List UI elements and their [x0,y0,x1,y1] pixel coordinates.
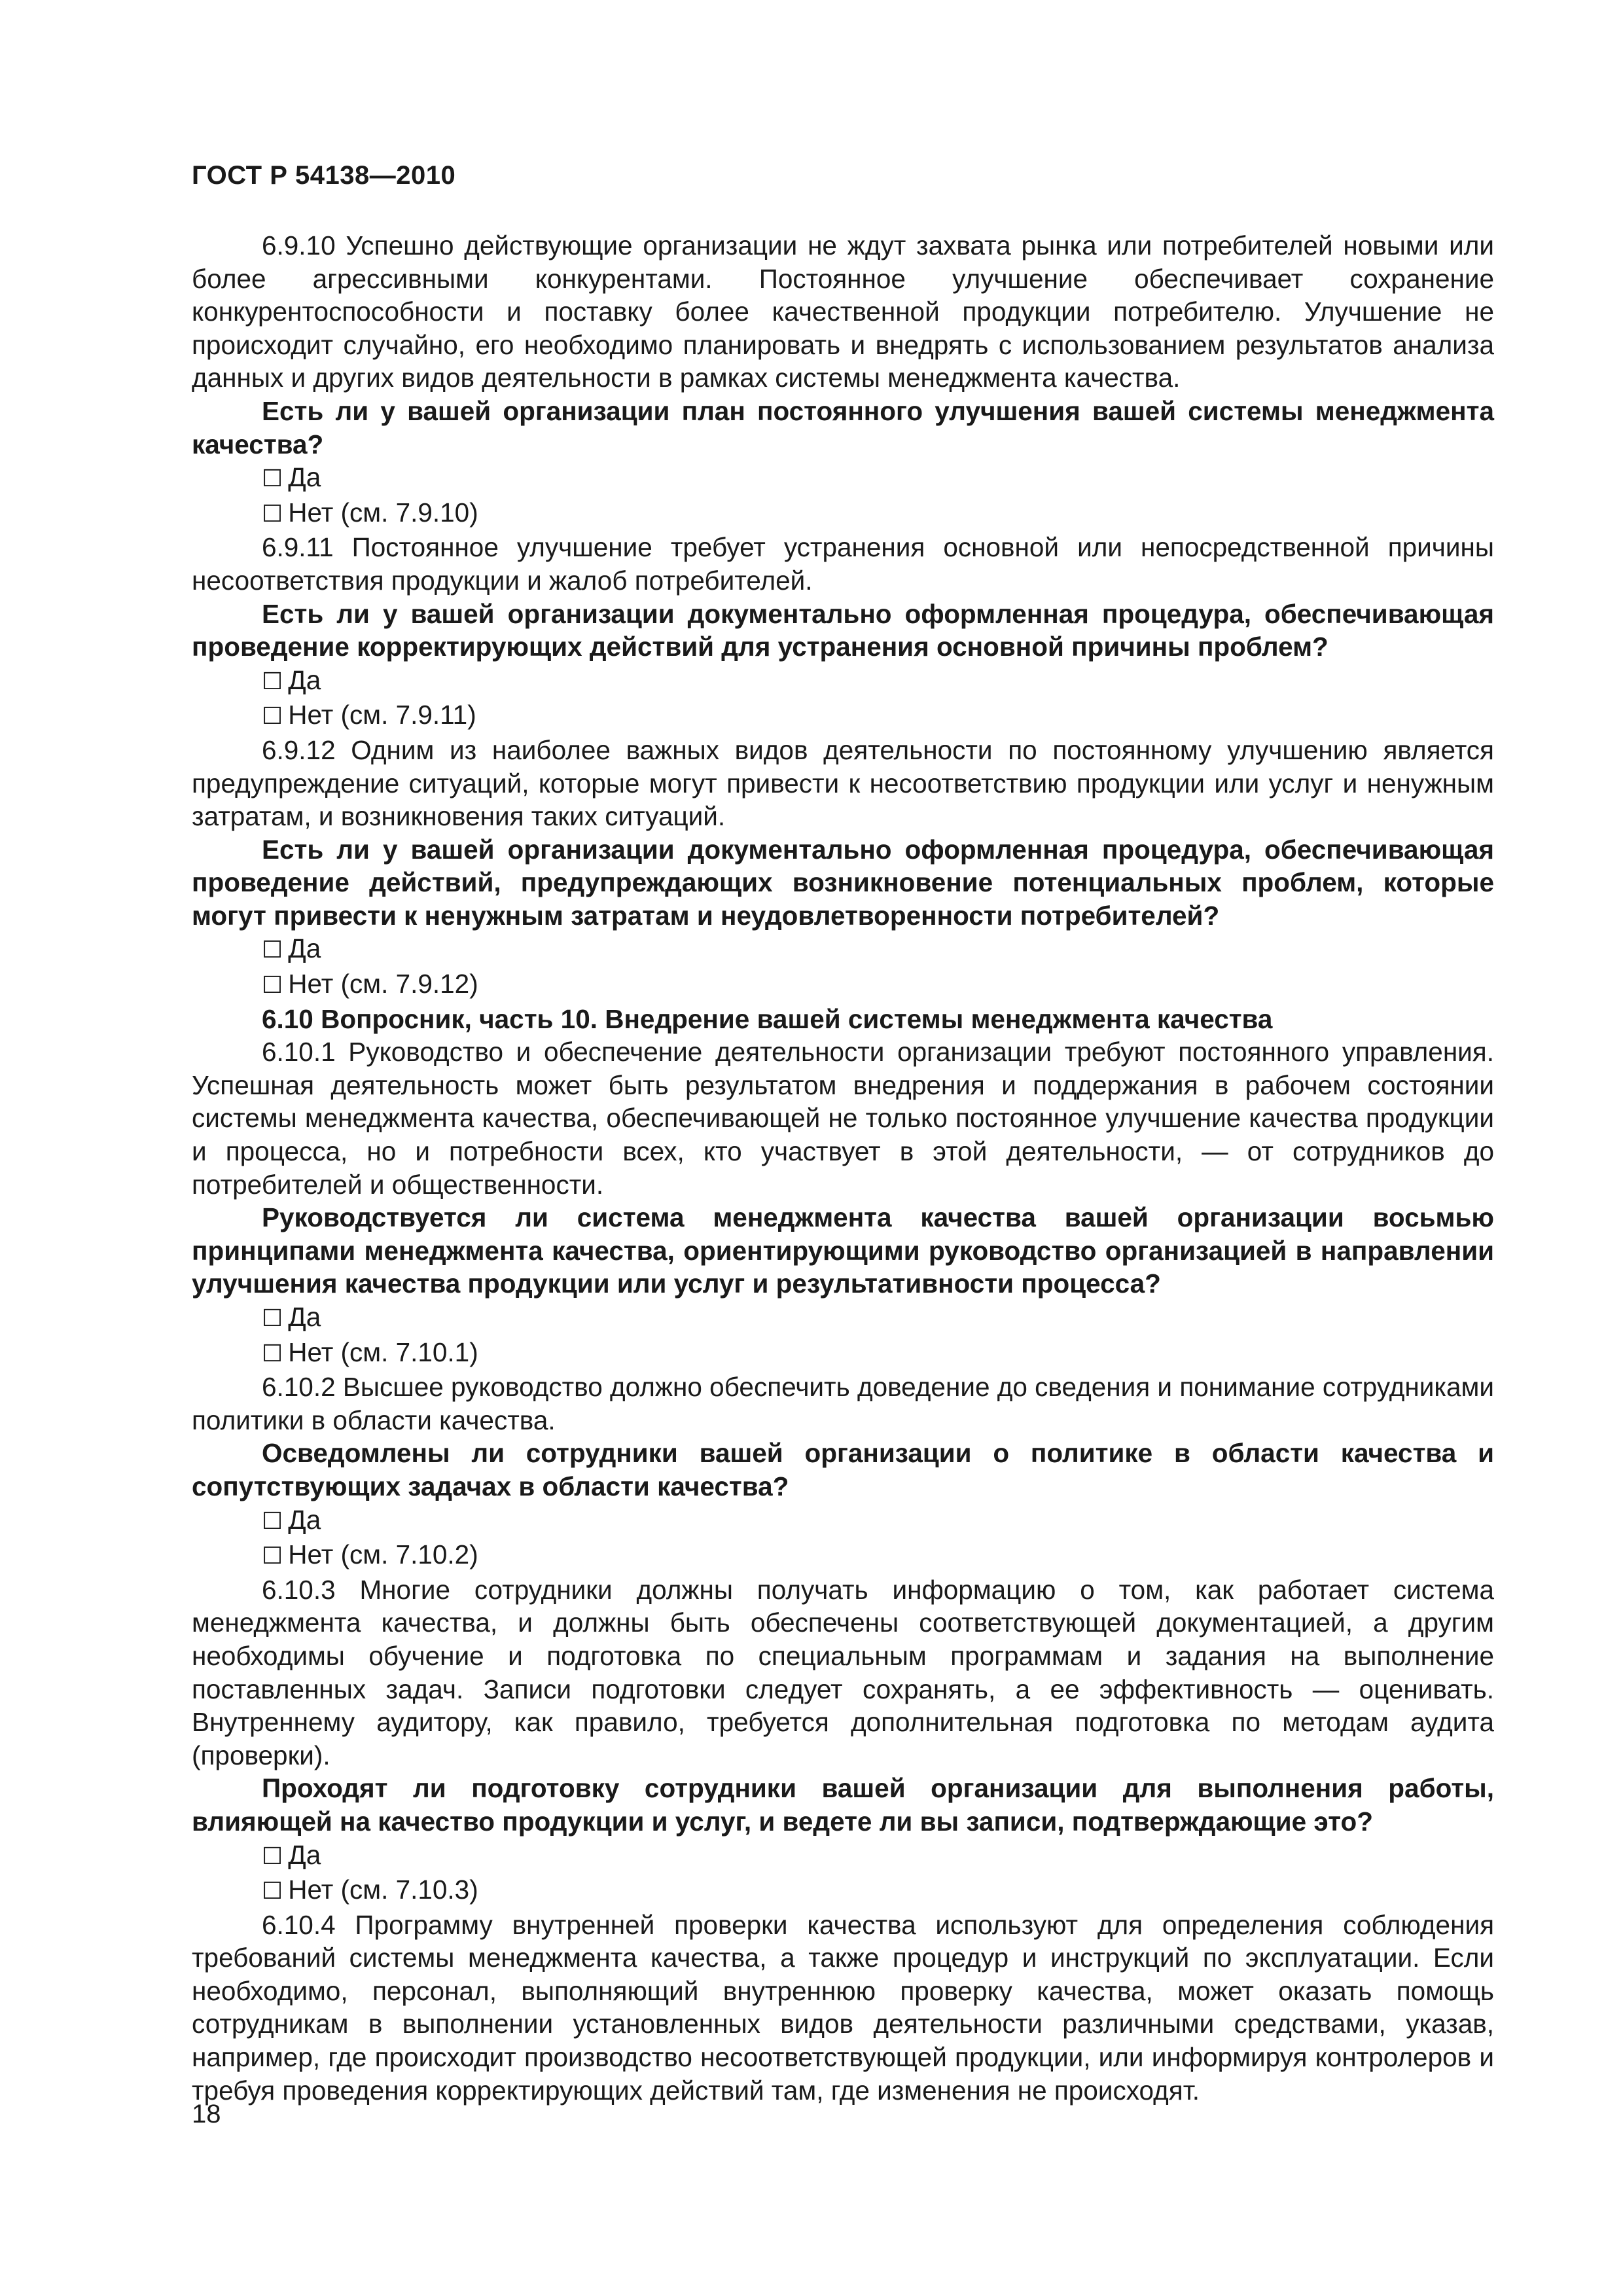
option-label: Да [288,933,321,964]
checkbox-icon[interactable]: ☐ [262,1340,283,1367]
page-number: 18 [192,2100,221,2128]
option-label: Да [288,462,321,493]
option-yes-6-9-11[interactable] [192,664,1494,699]
paragraph-6-10-3: 6.10.3 Многие сотрудники должны получать информацию о том, как работает система менеджмента качества, и должны быть обеспечены соответствующей документацией, а другим необходимы обучение и подготовка по специальным программам и задания на выполнение поставленных задач. Записи подготовки следует сохранять, а ее эффективность — оценивать. Внутреннему аудитору, как правило, требуется дополнительная подготовка по методам аудита (проверки). [192,1574,1494,1770]
option-no-6-9-11[interactable] [192,698,1494,734]
paragraph-6-9-11: 6.9.11 Постоянное улучшение требует устранения основной или непосредственной причины несоответствия продукции и жалоб потребителей. [192,532,1494,596]
question-6-10-3: Проходят ли подготовку сотрудники вашей организации для выполнения работы, влияющей на качество продукции и услуг, и ведете ли вы записи, подтверждающие это? [192,1773,1494,1837]
option-no-6-9-12[interactable] [192,967,1494,1003]
checkbox-icon[interactable]: ☐ [262,465,283,493]
option-label: Нет (см. 7.10.2) [288,1539,478,1570]
question-6-10-1: Руководствуется ли система менеджмента качества вашей организации восьмью принципами менеджмента качества, ориентирующими руководство организацией в направлении улучшения качества продукции или услуг и результативности процесса? [192,1202,1494,1299]
option-label: Нет (см. 7.9.11) [288,700,476,730]
section-heading-6-10: 6.10 Вопросник, часть 10. Внедрение вашей системы менеджмента качества [262,1003,1273,1034]
option-no-6-10-2[interactable] [192,1538,1494,1573]
option-yes-6-10-1[interactable] [192,1300,1494,1336]
option-label: Да [288,664,321,695]
document-body [192,229,1494,2107]
document-id: ГОСТ Р 54138—2010 [192,161,456,190]
option-label: Нет (см. 7.9.10) [288,497,478,528]
question-6-9-12: Есть ли у вашей организации документально оформленная процедура, обеспечивающая проведение действий, предупреждающих возникновение потенциальных проблем, которые могут привести к ненужным затратам и неудовлетворенности потребителей? [192,834,1494,931]
option-no-6-9-10[interactable] [192,496,1494,531]
checkbox-icon[interactable]: ☐ [262,1305,283,1332]
option-yes-6-10-3[interactable] [192,1839,1494,1874]
option-label: Да [288,1504,321,1535]
option-label: Нет (см. 7.10.1) [288,1336,478,1367]
checkbox-icon[interactable]: ☐ [262,1507,283,1535]
paragraph-6-10-4: 6.10.4 Программу внутренней проверки качества используют для определения соблюдения требований системы менеджмента качества, а также процедур и инструкций по эксплуатации. Если необходимо, персонал, выполняющий внутреннюю проверку качества, может оказать помощь сотрудникам в выполнении установленных видов деятельности различными средствами, указав, например, где происходит производство несоответствующей продукции, или информируя контролеров и требуя проведения корректирующих действий там, где изменения не происходят. [192,1909,1494,2106]
checkbox-icon[interactable]: ☐ [262,1543,283,1570]
option-label: Нет (см. 7.10.3) [288,1874,478,1905]
checkbox-icon[interactable]: ☐ [262,500,283,528]
paragraph-6-9-10: 6.9.10 Успешно действующие организации не ждут захвата рынка или потребителей новыми или более агрессивными конкурентами. Постоянное улучшение обеспечивает сохранение конкурентоспособности и поставку более качественной продукции потребителю. Улучшение не происходит случайно, его необходимо планировать и внедрять с использованием результатов анализа данных и других видов деятельности в рамках системы менеджмента качества. [192,230,1494,393]
option-label: Да [288,1839,321,1870]
checkbox-icon[interactable]: ☐ [262,1878,283,1905]
checkbox-icon[interactable]: ☐ [262,703,283,730]
checkbox-icon[interactable]: ☐ [262,668,283,695]
option-label: Нет (см. 7.9.12) [288,969,478,999]
checkbox-icon[interactable]: ☐ [262,972,283,999]
paragraph-6-10-1: 6.10.1 Руководство и обеспечение деятельности организации требуют постоянного управления. Успешная деятельность может быть результатом внедрения и поддержания в рабочем состоянии системы менеджмента качества, обеспечивающей не только постоянное улучшение качества продукции и процесса, но и потребности всех, кто участвует в этой деятельности, — от сотрудников до потребителей и общественности. [192,1037,1494,1200]
option-yes-6-9-12[interactable] [192,932,1494,967]
checkbox-icon[interactable]: ☐ [262,937,283,964]
option-label: Да [288,1302,321,1332]
option-no-6-10-3[interactable] [192,1873,1494,1909]
checkbox-icon[interactable]: ☐ [262,1842,283,1870]
option-no-6-10-1[interactable] [192,1336,1494,1371]
paragraph-6-9-12: 6.9.12 Одним из наиболее важных видов деятельности по постоянному улучшению является предупреждение ситуаций, которые могут привести к несоответствию продукции или услуг и ненужным затратам, и возникновения таких ситуаций. [192,734,1494,832]
option-yes-6-10-2[interactable] [192,1503,1494,1539]
option-yes-6-9-10[interactable] [192,461,1494,496]
question-6-9-11: Есть ли у вашей организации документально оформленная процедура, обеспечивающая проведение корректирующих действий для устранения основной причины проблем? [192,598,1494,662]
question-6-9-10: Есть ли у вашей организации план постоянного улучшения вашей системы менеджмента качества? [192,395,1494,459]
paragraph-6-10-2: 6.10.2 Высшее руководство должно обеспечить доведение до сведения и понимание сотрудниками политики в области качества. [192,1372,1494,1435]
question-6-10-2: Осведомлены ли сотрудники вашей организации о политике в области качества и сопутствующих задачах в области качества? [192,1438,1494,1501]
